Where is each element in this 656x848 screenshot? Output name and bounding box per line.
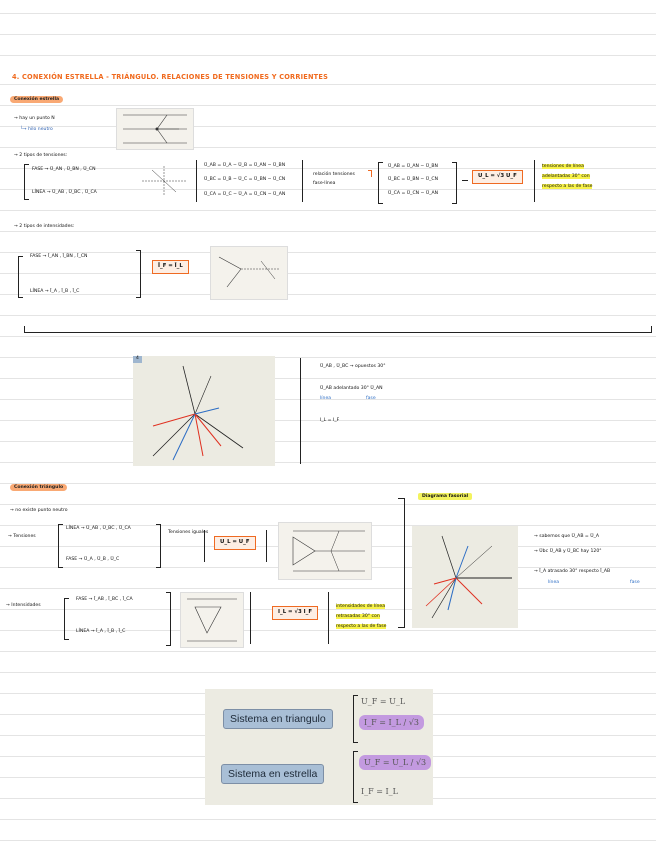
star-circuit-icon xyxy=(117,109,193,149)
delta-circuit-icon xyxy=(279,523,371,579)
bracket-left xyxy=(24,164,29,200)
triangulo-intensidades-label: → Intensidades xyxy=(6,603,41,608)
estrella-diagram-note-1: Ū_AB , Ū_BC → opuestos 30° xyxy=(320,364,386,369)
estrella-vec-ab: Ū_AB = Ū_AN − Ū_BN xyxy=(388,164,438,169)
label-linea: línea xyxy=(320,396,332,401)
estrella-current-result-box: Ī_F = Ī_L xyxy=(152,260,189,274)
bracket-right xyxy=(452,162,457,204)
estrella-eq-ab: Ū_AB = Ū_A − Ū_B = Ū_AN − Ū_BN xyxy=(204,163,286,168)
tensiones-types-label: → 2 tipos de tensiones: xyxy=(14,153,68,158)
triangulo-tensiones-label: → Tensiones xyxy=(8,534,36,539)
star-circuit-figure xyxy=(116,108,194,150)
tensiones-iguales-label: Tensiones iguales xyxy=(168,530,209,535)
bracket-left xyxy=(378,162,383,204)
estrella-note-neutral-point: → hay un punto N xyxy=(14,116,55,121)
bracket-right xyxy=(136,250,141,298)
triangulo-diagram-note-1: → sabemos que Ū_AB = Ū_A xyxy=(534,534,600,539)
estrella-diagram-note-3: I_L = I_F xyxy=(320,418,340,423)
estrella-voltage-result-box: U_L = √3 U_F xyxy=(472,170,523,184)
triangulo-note-no-neutral: → no existe punto neutro xyxy=(10,508,68,513)
estrella-side-note-1: tensiones de línea xyxy=(542,164,584,169)
label-linea: línea xyxy=(548,580,560,585)
divider xyxy=(534,160,535,202)
triangulo-voltage-result-box: U_L = U_F xyxy=(214,536,256,550)
triangulo-side-note-1: intensidades de línea xyxy=(336,604,386,609)
intensidades-types-label: → 2 tipos de intensidades: xyxy=(14,224,75,229)
section-title: 4. CONEXIÓN ESTRELLA - TRIÁNGULO. RELACIONES DE TENSIONES Y CORRIENTES xyxy=(12,73,329,81)
star-currents-icon xyxy=(211,247,287,299)
delta-circuit-figure xyxy=(278,522,372,580)
triangulo-side-note-3: respecto a las de fase xyxy=(336,624,387,629)
bracket-left xyxy=(353,751,358,803)
relacion-label-2: fase-línea xyxy=(313,181,336,186)
estrella-phasor-diagram xyxy=(133,356,275,466)
estrella-vec-ca: Ū_CA = Ū_CN − Ū_AN xyxy=(388,191,439,196)
estrella-eq-ca: Ū_CA = Ū_C − Ū_A = Ū_CN − Ū_AN xyxy=(204,192,286,197)
bracket-left xyxy=(18,256,23,298)
arrow xyxy=(462,180,468,182)
estrella-side-note-3: respecto a las de fase xyxy=(542,184,593,189)
separator-bracket xyxy=(24,326,652,333)
triangulo-linea-voltages: LÍNEA → Ū_AB , Ū_BC , Ū_CA xyxy=(66,526,131,531)
estrella-formula-current: I_F = I_L xyxy=(361,787,398,796)
divider xyxy=(328,592,329,644)
delta-currents-icon xyxy=(181,593,243,647)
divider xyxy=(266,530,267,562)
triangulo-current-result-box: I_L = √3 I_F xyxy=(272,606,318,620)
figure-number: 4 xyxy=(133,356,142,363)
triangulo-phasor-diagram xyxy=(412,526,518,628)
triangulo-formula-voltage: U_F = U_L xyxy=(361,697,406,706)
estrella-side-note-2: adelantadas 30° con xyxy=(542,174,590,179)
relacion-label: relación tensiones xyxy=(313,172,355,177)
bracket-left xyxy=(58,524,63,568)
bracket-left xyxy=(353,695,358,743)
diagrama-fasorial-heading: Diagrama fasorial xyxy=(418,493,472,500)
phasor-icon xyxy=(133,356,275,466)
star-currents-figure xyxy=(210,246,288,300)
estrella-linea-currents: LÍNEA → Ī_A , Ī_B , Ī_C xyxy=(30,289,80,294)
estrella-linea-voltages: LÍNEA → Ū_AB , Ū_BC , Ū_CA xyxy=(32,190,97,195)
divider xyxy=(302,160,303,202)
sistema-triangulo-button[interactable]: Sistema en triangulo xyxy=(223,709,333,729)
triangulo-diagram-note-2: → Ūbc Ū_AB y Ū_BC hay 120° xyxy=(534,549,602,554)
estrella-vec-bc: Ū_BC = Ū_BN − Ū_CN xyxy=(388,177,439,182)
triangulo-fase-voltages: FASE → Ū_A , Ū_B , Ū_C xyxy=(66,557,120,562)
estrella-fase-currents: FASE → Ī_AN , Ī_BN , Ī_CN xyxy=(30,254,88,259)
orange-mark xyxy=(368,170,372,177)
estrella-heading: Conexión estrella xyxy=(10,96,63,103)
big-bracket xyxy=(398,498,405,628)
label-fase: fase xyxy=(366,396,376,401)
estrella-diagram-note-2: Ū_AB adelantado 30° Ū_AN xyxy=(320,386,383,391)
bracket-right xyxy=(156,524,161,568)
triangulo-fase-currents: FASE → Ī_AB , Ī_BC , Ī_CA xyxy=(76,597,133,602)
bracket-right xyxy=(166,592,171,646)
triangulo-linea-currents: LÍNEA → Ī_A , Ī_B , Ī_C xyxy=(76,629,126,634)
divider xyxy=(300,358,301,464)
label-fase: fase xyxy=(630,580,640,585)
estrella-note-neutral-wire: └→ hilo neutro xyxy=(20,127,53,132)
bracket-left xyxy=(64,598,69,640)
estrella-formula-voltage: U_F = U_L / √3 xyxy=(359,755,431,770)
divider xyxy=(250,592,251,644)
phasor-icon xyxy=(412,526,518,628)
divider xyxy=(204,530,205,562)
divider xyxy=(196,160,197,202)
estrella-fase-voltages: FASE → Ū_AN , Ū_BN , Ū_CN xyxy=(32,167,96,172)
triangulo-heading: Conexión triángulo xyxy=(10,484,67,491)
summary-panel xyxy=(205,689,433,805)
star-sketch-icon xyxy=(138,162,190,200)
sistema-estrella-button[interactable]: Sistema en estrella xyxy=(221,764,324,784)
estrella-eq-bc: Ū_BC = Ū_B − Ū_C = Ū_BN − Ū_CN xyxy=(204,177,286,182)
delta-currents-figure xyxy=(180,592,244,648)
triangulo-side-note-2: retrasadas 30° con xyxy=(336,614,380,619)
triangulo-diagram-note-3: → Ī_A atrasado 30° respecto Ī_AB xyxy=(534,569,611,574)
triangulo-formula-current: I_F = I_L / √3 xyxy=(359,715,424,730)
